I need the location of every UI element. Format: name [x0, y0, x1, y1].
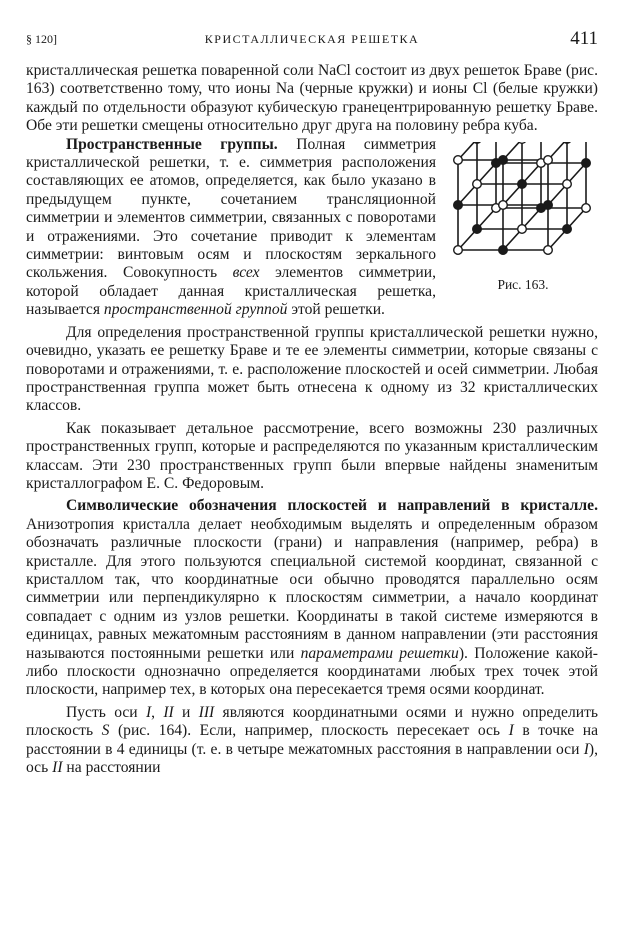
figure-caption: Рис. 163. [497, 276, 549, 292]
na-ion-black-circle [473, 224, 482, 233]
cl-ion-white-circle [544, 155, 553, 164]
heading-symbolic-notation: Символические обозначения плоскостей и направлений в кристалле. [66, 497, 598, 515]
paragraph-axes: Пусть оси I, II и III являются координатными осями и нужно определить плоскость S (рис. 164). Если, например, плоскость пересекает ось I в точке на расстоянии в 4 единицы (т. е. в четыре межатомных расстояния в направлении оси I), ось II на расстоянии [26, 703, 599, 777]
term-space-group: пространственной группой [103, 301, 288, 319]
cl-ion-white-circle [544, 245, 553, 254]
section-number: § 120] [26, 32, 57, 46]
emphasis-all: всех [232, 264, 260, 282]
paragraph-determination: Для определения пространственной группы кристаллической решетки нужно, очевидно, указать ее решетку Браве и те ее элементы симметрии, которые связаны с поворотами и отражениями, т. е. расположение плоскостей и осей симметрии. Любая пространственная группа может быть отнесена к одному из 32 кристаллических классов. [26, 323, 598, 415]
paragraph-nacl: кристаллическая решетка поваренной соли NaCl состоит из двух решеток Браве (рис. 163) соответственно тому, что ионы Na (черные кружки) и ионы Cl (белые кружки) каждый по отдельности образуют кубическую гранецентрированную решетку Браве. Обе эти решетки смещены относительно друг друга на половину ребра куба. [26, 62, 598, 135]
cl-ion-white-circle [518, 224, 527, 233]
running-title: КРИСТАЛЛИЧЕСКАЯ РЕШЕТКА [204, 32, 420, 46]
cl-ion-white-circle [454, 245, 463, 254]
na-ion-black-circle [499, 245, 508, 254]
cl-ion-white-circle [563, 179, 572, 188]
heading-space-groups: Пространственные группы. [66, 135, 278, 153]
cl-ion-white-circle [473, 179, 482, 188]
nacl-lattice-diagram [448, 142, 598, 272]
page-number: 411 [570, 28, 598, 49]
cl-ion-white-circle [499, 200, 508, 209]
page-body [26, 62, 598, 777]
term-lattice-parameters: параметрами решетки [300, 644, 459, 662]
na-ion-black-circle [544, 200, 553, 209]
na-ion-black-circle [518, 179, 527, 188]
na-ion-black-circle [582, 158, 591, 167]
cl-ion-white-circle [582, 203, 591, 212]
figure-163 [448, 142, 598, 300]
paragraph-symbolic-notation: Символические обозначения плоскостей и направлений в кристалле. Анизотропия кристалла делает необходимым выделять и определенным образом обозначать различные плоскости (грани) и направления (например, ребра) в кристалле. Для этого пользуются специальной системой координат, связанной с кристаллом так, что координатные оси обычно проводятся параллельно осям симметрии или перпендикулярно к плоскостям симметрии, а начало координат совпадает с одним из узлов решетки. Координаты в такой системе измеряются в единицах, равных межатомным расстояниям в данном направлении (эти расстояния называются постоянными решетки или параметрами решетки). Положение какой-либо плоскости однозначно определяется координатами любых трех точек этой плоскости, например тех, в которых она пересекается тремя осями координат. [26, 497, 598, 699]
page-header [26, 28, 598, 50]
na-ion-black-circle [563, 224, 572, 233]
na-ion-black-circle [499, 155, 508, 164]
cl-ion-white-circle [454, 155, 463, 164]
paragraph-230-groups: Как показывает детальное рассмотрение, всего возможны 230 различных пространственных групп, которые и распределяются по указанным кристаллическим классам. Эти 230 пространственных групп были впервые найдены знаменитым кристаллографом Е. С. Федоровым. [26, 419, 598, 492]
paragraph-space-groups: Пространственные группы. Полная симметрия кристаллической решетки, т. е. симметрия расположения составляющих ее атомов, определяется, как было указано в предыдущем пункте, сочетанием трансляционной симметрии и элементов симметрии, связанных с поворотами и отражениями. Это сочетание приводит к элементам симметрии: винтовым осям и плоскостям зеркального скольжения. Совокупность всех элементов симметрии, которой обладает данная кристаллическая решетка, называется пространственной группой этой решетки. [26, 135, 436, 319]
na-ion-black-circle [454, 200, 463, 209]
